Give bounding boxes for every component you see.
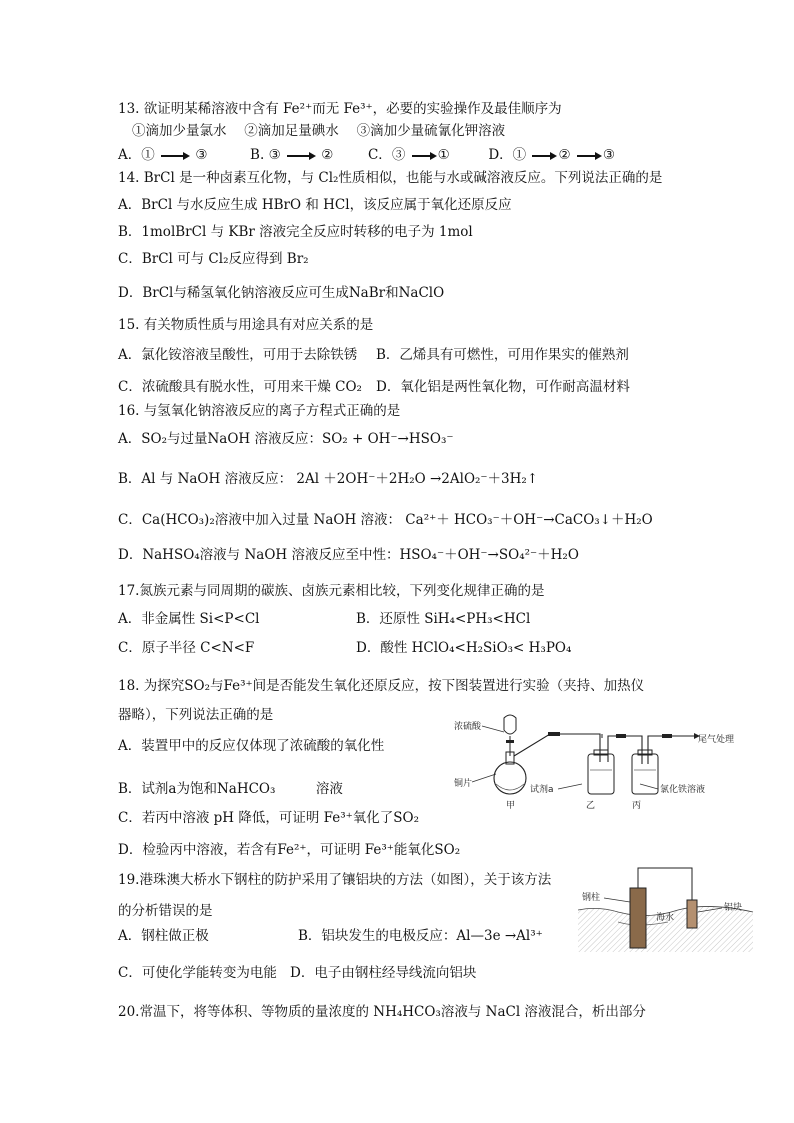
q13-opt-c-step2: ① <box>437 147 450 163</box>
q16-option-c: C．Ca(HCO₃)₂溶液中加入过量 NaOH 溶液： Ca²⁺＋ HCO₃⁻＋OH⁻→CaCO₃↓＋H₂O <box>118 512 653 528</box>
q17-option-d: D．酸性 HClO₄<H₂SiO₃< H₃PO₄ <box>356 640 572 656</box>
q14-stem: 14. BrCl 是一种卤素互化物，与 Cl₂性质相似，也能与水或碱溶液反应。下列说法正确的是 <box>118 170 663 186</box>
q17-option-b: B．还原性 SiH₄<PH₃<HCl <box>356 611 531 627</box>
arrow-right-icon <box>410 151 438 161</box>
q18-option-c: C．若丙中溶液 pH 降低，可证明 Fe³⁺氧化了SO₂ <box>118 810 420 826</box>
q13-opt-d-step1: ① <box>512 147 527 163</box>
q16-option-b: B．Al 与 NaOH 溶液反应： 2Al ＋2OH⁻＋2H₂O →2AlO₂⁻＋3H₂↑ <box>118 471 539 487</box>
q13-opt-d-label: D． <box>488 147 513 163</box>
fig-fecl3-label: 氯化铁溶液 <box>660 785 706 795</box>
fig-sea-label: 海水 <box>656 913 675 923</box>
q19-option-d: D．电子由钢柱经导线流向铝块 <box>290 965 477 981</box>
q18-stem-line2: 器略），下列说法正确的是 <box>118 707 274 723</box>
q19-stem-line2: 的分析错误的是 <box>118 903 213 919</box>
q15-stem: 15. 有关物质性质与用途具有对应关系的是 <box>118 317 374 333</box>
q13-opt-c-step1: ③ <box>391 147 406 163</box>
q17-stem: 17.氮族元素与同周期的碳族、卤族元素相比较，下列变化规律正确的是 <box>118 583 545 599</box>
q13-opt-b-step2: ② <box>321 147 334 163</box>
q17-option-a: A．非金属性 Si<P<Cl <box>118 611 260 627</box>
fig-yi-label: 乙 <box>586 801 596 811</box>
q13-opt-b-step1: ③ <box>268 147 281 163</box>
arrow-right-icon <box>285 151 317 161</box>
q15-option-b: B．乙烯具有可燃性，可用作果实的催熟剂 <box>376 347 629 363</box>
fig-copper-label: 铜片 <box>454 779 473 789</box>
q13-opt-a-step1: ① <box>141 147 155 163</box>
q14-option-d: D．BrCl与稀氢氧化钠溶液反应可生成NaBr和NaClO <box>118 285 445 301</box>
q20-stem: 20.常温下，将等体积、等物质的量浓度的 NH₄HCO₃溶液与 NaCl 溶液混合，析出部分 <box>118 1004 646 1020</box>
q16-option-d: D．NaHSO₄溶液与 NaOH 溶液反应至中性：HSO₄⁻＋OH⁻→SO₄²⁻＋H₂O <box>118 547 579 563</box>
fig-bing-label: 丙 <box>632 801 642 811</box>
q18-option-d: D．检验丙中溶液，若含有Fe²⁺，可证明 Fe³⁺能氧化SO₂ <box>118 842 461 858</box>
q18-apparatus-diagram <box>450 712 750 812</box>
q15-option-a: A．氯化铵溶液呈酸性，可用于去除铁锈 <box>118 347 358 363</box>
q14-option-c: C．BrCl 可与 Cl₂反应得到 Br₂ <box>118 251 309 267</box>
q18-option-b: B．试剂a为饱和NaHCO₃ 溶液 <box>118 781 343 797</box>
q13-opt-a-label: A． <box>118 147 142 163</box>
q13-opt-a-step2: ③ <box>195 147 208 163</box>
q15-option-d: D．氧化铝是两性氧化物，可作耐高温材料 <box>376 379 630 395</box>
fig-acid-label: 浓硫酸 <box>454 722 482 732</box>
q19-option-a: A．钢柱做正极 <box>118 928 209 944</box>
q17-option-c: C．原子半径 C<N<F <box>118 640 255 656</box>
q13-opt-b-label: B. <box>250 147 265 163</box>
q19-steel-pillar-diagram <box>578 862 758 952</box>
q13-opt-d-step3: ③ <box>602 147 615 163</box>
q16-option-a: A．SO₂与过量NaOH 溶液反应：SO₂ + OH⁻→HSO₃⁻ <box>118 431 454 447</box>
q14-option-b: B．1molBrCl 与 KBr 溶液完全反应时转移的电子为 1mol <box>118 224 473 240</box>
fig-steel-label: 钢柱 <box>582 893 601 903</box>
q13-opt-c-label: C． <box>367 147 392 163</box>
q15-option-c: C．浓硫酸具有脱水性，可用来干燥 CO₂ <box>118 379 362 395</box>
q19-option-c: C．可使化学能转变为电能 <box>118 965 277 981</box>
arrow-right-icon <box>575 151 603 161</box>
q13-opt-d-step2: ② <box>558 147 571 163</box>
q18-stem-line1: 18. 为探究SO₂与Fe³⁺间是否能发生氧化还原反应，按下图装置进行实验（夹持、加热仪 <box>118 678 645 694</box>
q13-options <box>118 146 615 164</box>
q16-stem: 16. 与氢氧化钠溶液反应的离子方程式正确的是 <box>118 403 401 419</box>
q14-option-a: A．BrCl 与水反应生成 HBrO 和 HCl，该反应属于氧化还原反应 <box>118 197 512 213</box>
q19-option-b: B．铝块发生的电极反应：Al—3e →Al³⁺ <box>298 928 543 944</box>
q18-option-a: A．装置甲中的反应仅体现了浓硫酸的氧化性 <box>118 738 385 754</box>
q13-stem: 13. 欲证明某稀溶液中含有 Fe²⁺而无 Fe³⁺，必要的实验操作及最佳顺序为 <box>118 101 562 117</box>
arrow-right-icon <box>530 151 558 161</box>
fig-reagent-label: 试剂a <box>530 785 554 795</box>
fig-tail-label: 尾气处理 <box>698 735 735 745</box>
arrow-right-icon <box>159 151 191 161</box>
q19-stem-line1: 19.港珠澳大桥水下钢柱的防护采用了镶铝块的方法（如图），关于该方法 <box>118 872 552 888</box>
fig-aluminum-label: 铝块 <box>724 903 743 913</box>
fig-jia-label: 甲 <box>506 801 516 811</box>
q13-operations: ①滴加少量氯水 ②滴加足量碘水 ③滴加少量硫氰化钾溶液 <box>132 123 506 139</box>
